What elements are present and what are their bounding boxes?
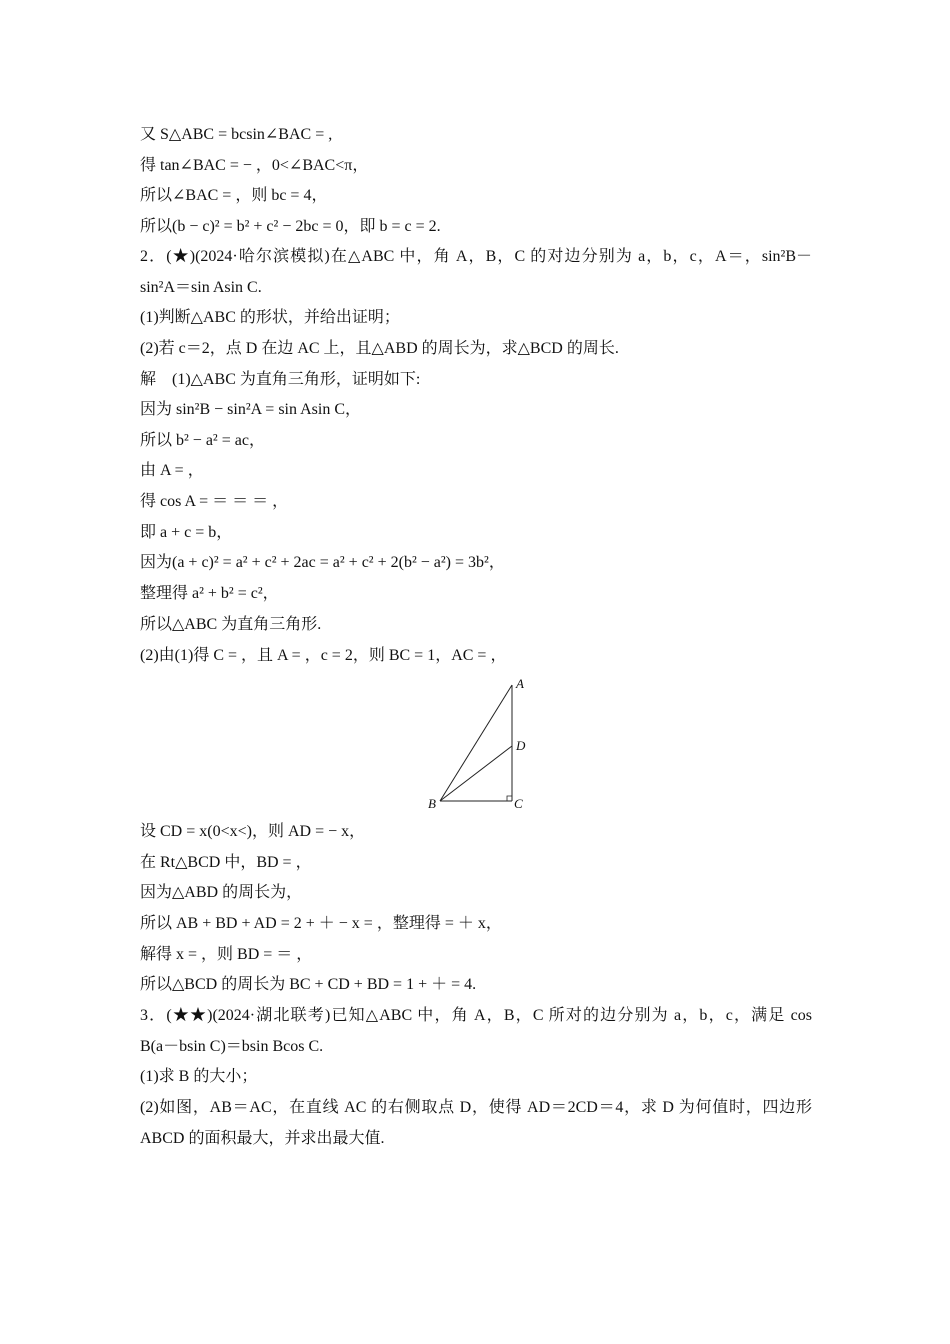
text-line: 在 Rt△BCD 中，BD = ， (140, 854, 312, 871)
triangle-diagram (420, 675, 540, 815)
text-line: 所以△BCD 的周长为 BC + CD + BD = 1 + ＋ = 4. (140, 976, 477, 993)
text-line: 由 A = ， (140, 462, 204, 479)
point-label-d: D (516, 738, 526, 753)
text-line: 所以 b² − a² = ac， (140, 432, 265, 449)
problem-3-statement: 3．(★★)(2024·湖北联考)已知△ABC 中，角 A，B，C 所对的边分别为 a，b，c，满足 cos (140, 1007, 812, 1024)
solution-heading: 解 (1)△ABC 为直角三角形，证明如下: (140, 371, 421, 388)
question-part-2: (2)如图，AB＝AC，在直线 AC 的右侧取点 D，使得 AD＝2CD＝4，求 D 为何值时，四边形 (140, 1099, 812, 1116)
text-line: 又 S△ABC = bcsin∠BAC = , (140, 126, 333, 143)
text-line: 得 cos A = ＝ ＝ ＝ ， (140, 493, 289, 510)
right-angle-mark (507, 796, 512, 801)
text-line: B(a－bsin C)＝bsin Bcos C. (140, 1038, 324, 1055)
point-label-b: B (428, 796, 436, 811)
text-line: 所以∠BAC = ，则 bc = 4， (140, 187, 328, 204)
point-label-c: C (514, 796, 523, 811)
text-line: 所以△ABC 为直角三角形. (140, 616, 322, 633)
text-line: ABCD 的面积最大，并求出最大值. (140, 1130, 385, 1147)
text-line: 即 a + c = b， (140, 524, 233, 541)
problem-2-statement: 2．(★)(2024·哈尔滨模拟)在△ABC 中，角 A，B，C 的对边分别为 a，b，c，A＝，sin²B－ (140, 248, 812, 265)
text-line: 因为(a + c)² = a² + c² + 2ac = a² + c² + 2(b² − a²) = 3b²， (140, 554, 505, 571)
text-line: sin²A＝sin Asin C. (140, 279, 262, 296)
text-line: 整理得 a² + b² = c²， (140, 585, 279, 602)
text-line: 因为 sin²B − sin²A = sin Asin C， (140, 401, 362, 418)
segment-bd (440, 746, 512, 801)
side-ab (440, 685, 512, 801)
text-line: 设 CD = x(0<x<)，则 AD = − x， (140, 823, 366, 840)
text-line: (2)由(1)得 C = ，且 A = ，c = 2，则 BC = 1，AC = ， (140, 647, 507, 664)
question-part-1: (1)求 B 的大小； (140, 1068, 258, 1085)
question-part-1: (1)判断△ABC 的形状，并给出证明； (140, 309, 400, 326)
text-line: 解得 x = ，则 BD = ＝ ， (140, 946, 313, 963)
text-line: 得 tan∠BAC = − ，0<∠BAC<π， (140, 157, 369, 174)
triangle-figure (420, 675, 540, 815)
question-part-2: (2)若 c＝2，点 D 在边 AC 上，且△ABD 的周长为，求△BCD 的周长. (140, 340, 619, 357)
text-line: 所以 AB + BD + AD = 2 + ＋ − x = ，整理得 = ＋ x， (140, 915, 502, 932)
text-line: 所以(b − c)² = b² + c² − 2bc = 0，即 b = c = 2. (140, 218, 441, 235)
text-line: 因为△ABD 的周长为， (140, 884, 303, 901)
point-label-a: A (516, 676, 524, 691)
